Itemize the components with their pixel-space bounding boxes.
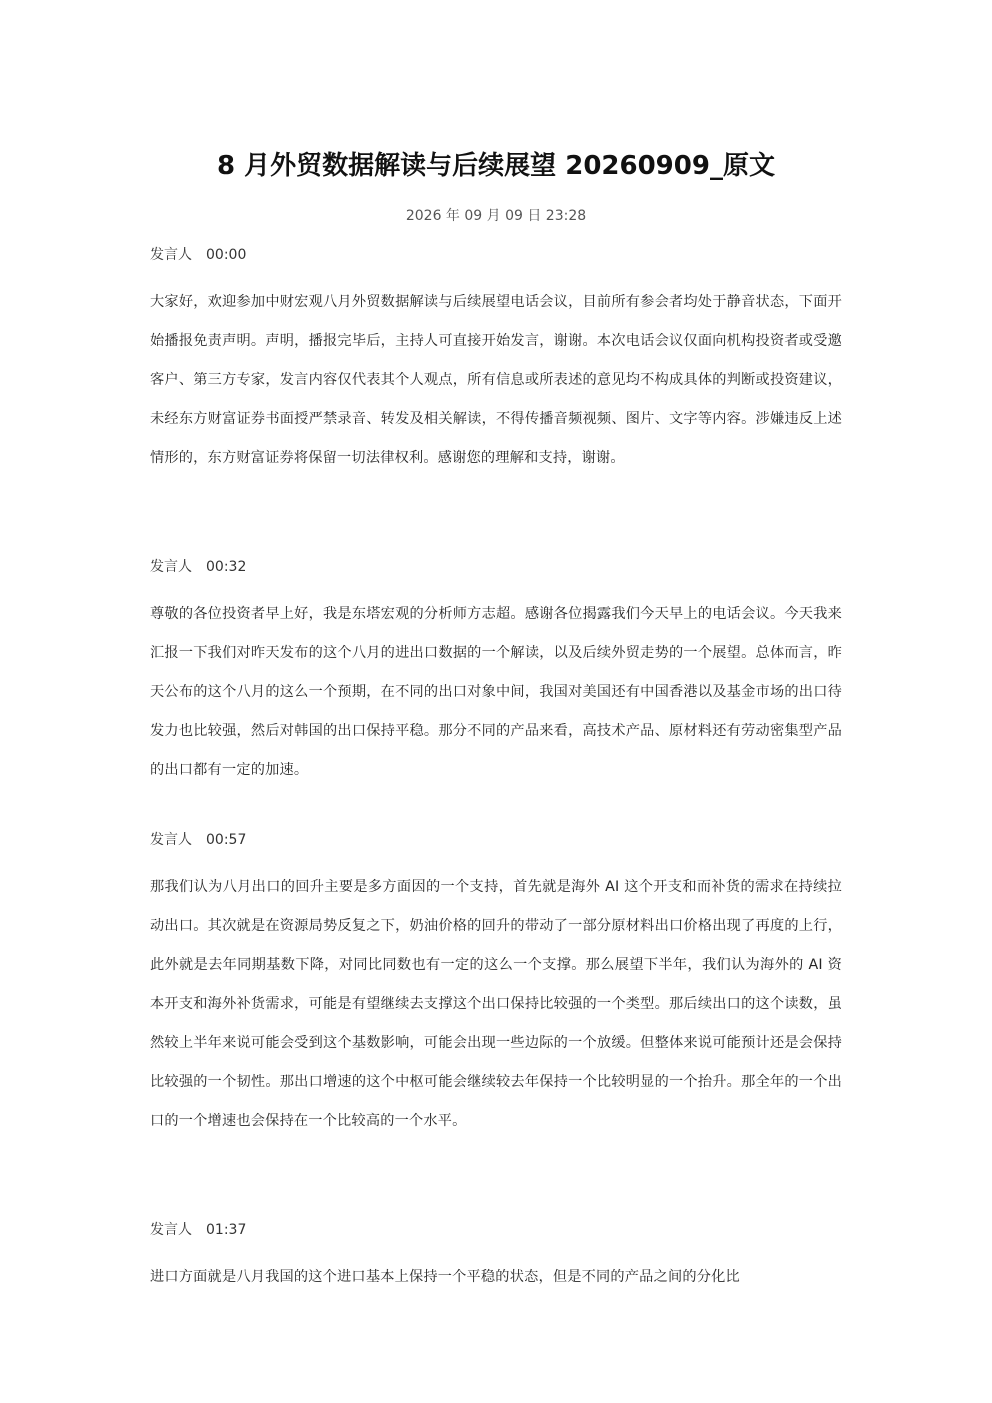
speaker-label: 发言人 xyxy=(150,559,192,575)
speaker-label: 发言人 xyxy=(150,247,192,263)
speaker-line xyxy=(150,556,842,578)
segment-text: 大家好，欢迎参加中财宏观八月外贸数据解读与后续展望电话会议，目前所有参会者均处于静音状态，下面开始播报免责声明。声明，播报完毕后，主持人可直接开始发言，谢谢。本次电话会议仅面向机构投资者或受邀客户、第三方专家，发言内容仅代表其个人观点，所有信息或所表述的意见均不构成具体的判断或投资建议，未经东方财富证券书面授严禁录音、转发及相关解读，不得传播音频视频、图片、文字等内容。涉嫌违反上述情形的，东方财富证券将保留一切法律权利。感谢您的理解和支持，谢谢。 xyxy=(150,294,842,466)
document-datetime: 2026 年 09 月 09 日 23:28 xyxy=(405,208,587,224)
segment-text: 那我们认为八月出口的回升主要是多方面因的一个支持，首先就是海外 AI 这个开支和而补货的需求在持续拉动出口。其次就是在资源局势反复之下，奶油价格的回升的带动了一部分原材料出口价格出现了再度的上行，此外就是去年同期基数下降，对同比同数也有一定的这么一个支撑。那么展望下半年，我们认为海外的 AI 资本开支和海外补货需求，可能是有望继续去支撑这个出口保持比较强的一个类型。那后续出口的这个读数，虽然较上半年来说可能会受到这个基数影响，可能会出现一些边际的一个放缓。但整体来说可能预计还是会保持比较强的一个韧性。那出口增速的这个中枢可能会继续较去年保持一个比较明显的一个抬升。那全年的一个出口的一个增速也会保持在一个比较高的一个水平。 xyxy=(150,879,842,1129)
speaker-label: 发言人 xyxy=(150,832,192,848)
transcript-segment xyxy=(150,244,842,478)
segment-text: 尊敬的各位投资者早上好，我是东塔宏观的分析师方志超。感谢各位揭露我们今天早上的电话会议。今天我来汇报一下我们对昨天发布的这个八月的进出口数据的一个解读，以及后续外贸走势的一个展望。总体而言，昨天公布的这个八月的这么一个预期，在不同的出口对象中间，我国对美国还有中国香港以及基金市场的出口待发力也比较强，然后对韩国的出口保持平稳。那分不同的产品来看，高技术产品、原材料还有劳动密集型产品的出口都有一定的加速。 xyxy=(150,606,842,778)
timestamp: 00:00 xyxy=(206,247,247,263)
timestamp: 00:32 xyxy=(206,559,247,575)
speaker-line xyxy=(150,829,842,851)
segment-text: 进口方面就是八月我国的这个进口基本上保持一个平稳的状态，但是不同的产品之间的分化比 xyxy=(150,1269,740,1285)
transcript-segment xyxy=(150,829,842,1141)
transcript-segment xyxy=(150,556,842,790)
speaker-line xyxy=(150,1219,842,1241)
timestamp: 01:37 xyxy=(206,1222,247,1238)
timestamp: 00:57 xyxy=(206,832,247,848)
speaker-label: 发言人 xyxy=(150,1222,192,1238)
speaker-line xyxy=(150,244,842,266)
document-title: 8 月外贸数据解读与后续展望 20260909_原文 xyxy=(217,151,775,181)
transcript-segment xyxy=(150,1219,842,1297)
